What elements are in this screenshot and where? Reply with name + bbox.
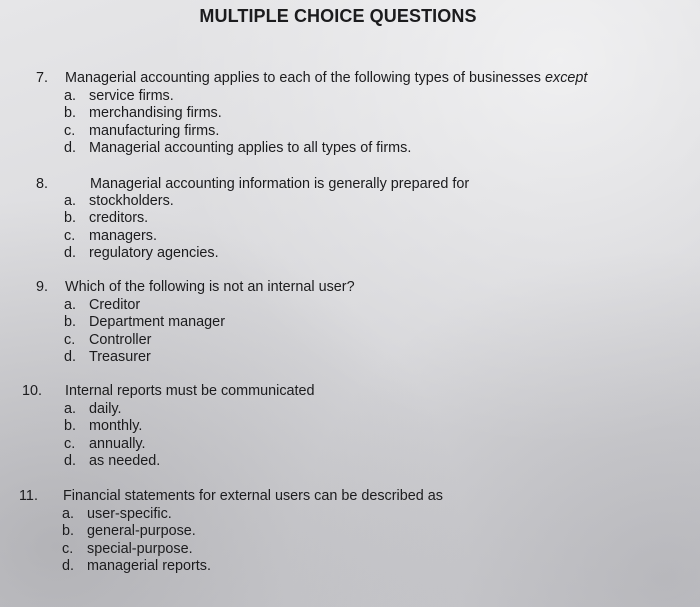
- option-letter: d.: [64, 452, 77, 469]
- option-letter: d.: [64, 348, 77, 365]
- option-text: Department manager: [89, 314, 225, 331]
- option-letter: b.: [64, 418, 77, 435]
- option-letter: b.: [64, 210, 77, 227]
- option-text: as needed.: [89, 452, 161, 469]
- option-text: Treasurer: [89, 348, 151, 365]
- option-letter: c.: [64, 227, 76, 244]
- option-letter: b.: [62, 523, 75, 540]
- option-letter: d.: [64, 139, 77, 156]
- option-letter: c.: [64, 435, 76, 452]
- option-text: regulatory agencies.: [89, 244, 219, 261]
- option-text: Managerial accounting applies to all types of firms.: [89, 139, 412, 156]
- option-text: service firms.: [89, 88, 174, 104]
- question-number: 11.: [19, 488, 38, 504]
- question-number: 9.: [36, 279, 49, 295]
- option-letter: a.: [64, 401, 77, 417]
- question-text: Managerial accounting information is generally prepared for: [90, 176, 470, 192]
- option-letter: a.: [62, 506, 75, 522]
- question-text-emphasis: except: [545, 70, 588, 86]
- option-text: user-specific.: [87, 506, 172, 522]
- question-number: 10.: [22, 383, 43, 399]
- option-letter: d.: [62, 557, 75, 574]
- question-number: 7.: [36, 70, 49, 86]
- option-letter: b.: [64, 105, 77, 122]
- page-title: MULTIPLE CHOICE QUESTIONS: [199, 6, 477, 26]
- option-text: managers.: [89, 227, 157, 244]
- option-letter: b.: [64, 314, 77, 331]
- question-text: Financial statements for external users can be described as: [63, 488, 443, 504]
- option-letter: d.: [64, 244, 77, 261]
- option-text: monthly.: [89, 418, 143, 435]
- question-number: 8.: [36, 176, 49, 192]
- option-text: annually.: [89, 435, 146, 452]
- option-text: daily.: [89, 401, 122, 417]
- option-letter: c.: [62, 540, 74, 557]
- option-letter: c.: [64, 331, 76, 348]
- question-text: Internal reports must be communicated: [65, 383, 315, 399]
- option-letter: a.: [64, 88, 77, 104]
- option-letter: a.: [64, 193, 77, 209]
- option-text: manufacturing firms.: [89, 122, 220, 139]
- option-text: merchandising firms.: [89, 105, 222, 122]
- option-text: special-purpose.: [87, 540, 193, 557]
- question-text-main: Managerial accounting applies to each of the following types of businesses: [65, 70, 545, 86]
- option-text: managerial reports.: [87, 557, 211, 574]
- option-text: Controller: [89, 331, 152, 348]
- option-letter: a.: [64, 297, 77, 313]
- option-text: stockholders.: [89, 193, 174, 209]
- option-text: general-purpose.: [87, 523, 196, 540]
- question-text: Which of the following is not an internal user?: [65, 279, 355, 295]
- question-text: [65, 70, 587, 86]
- option-text: creditors.: [89, 210, 149, 227]
- option-letter: c.: [64, 122, 76, 139]
- option-text: Creditor: [89, 297, 141, 313]
